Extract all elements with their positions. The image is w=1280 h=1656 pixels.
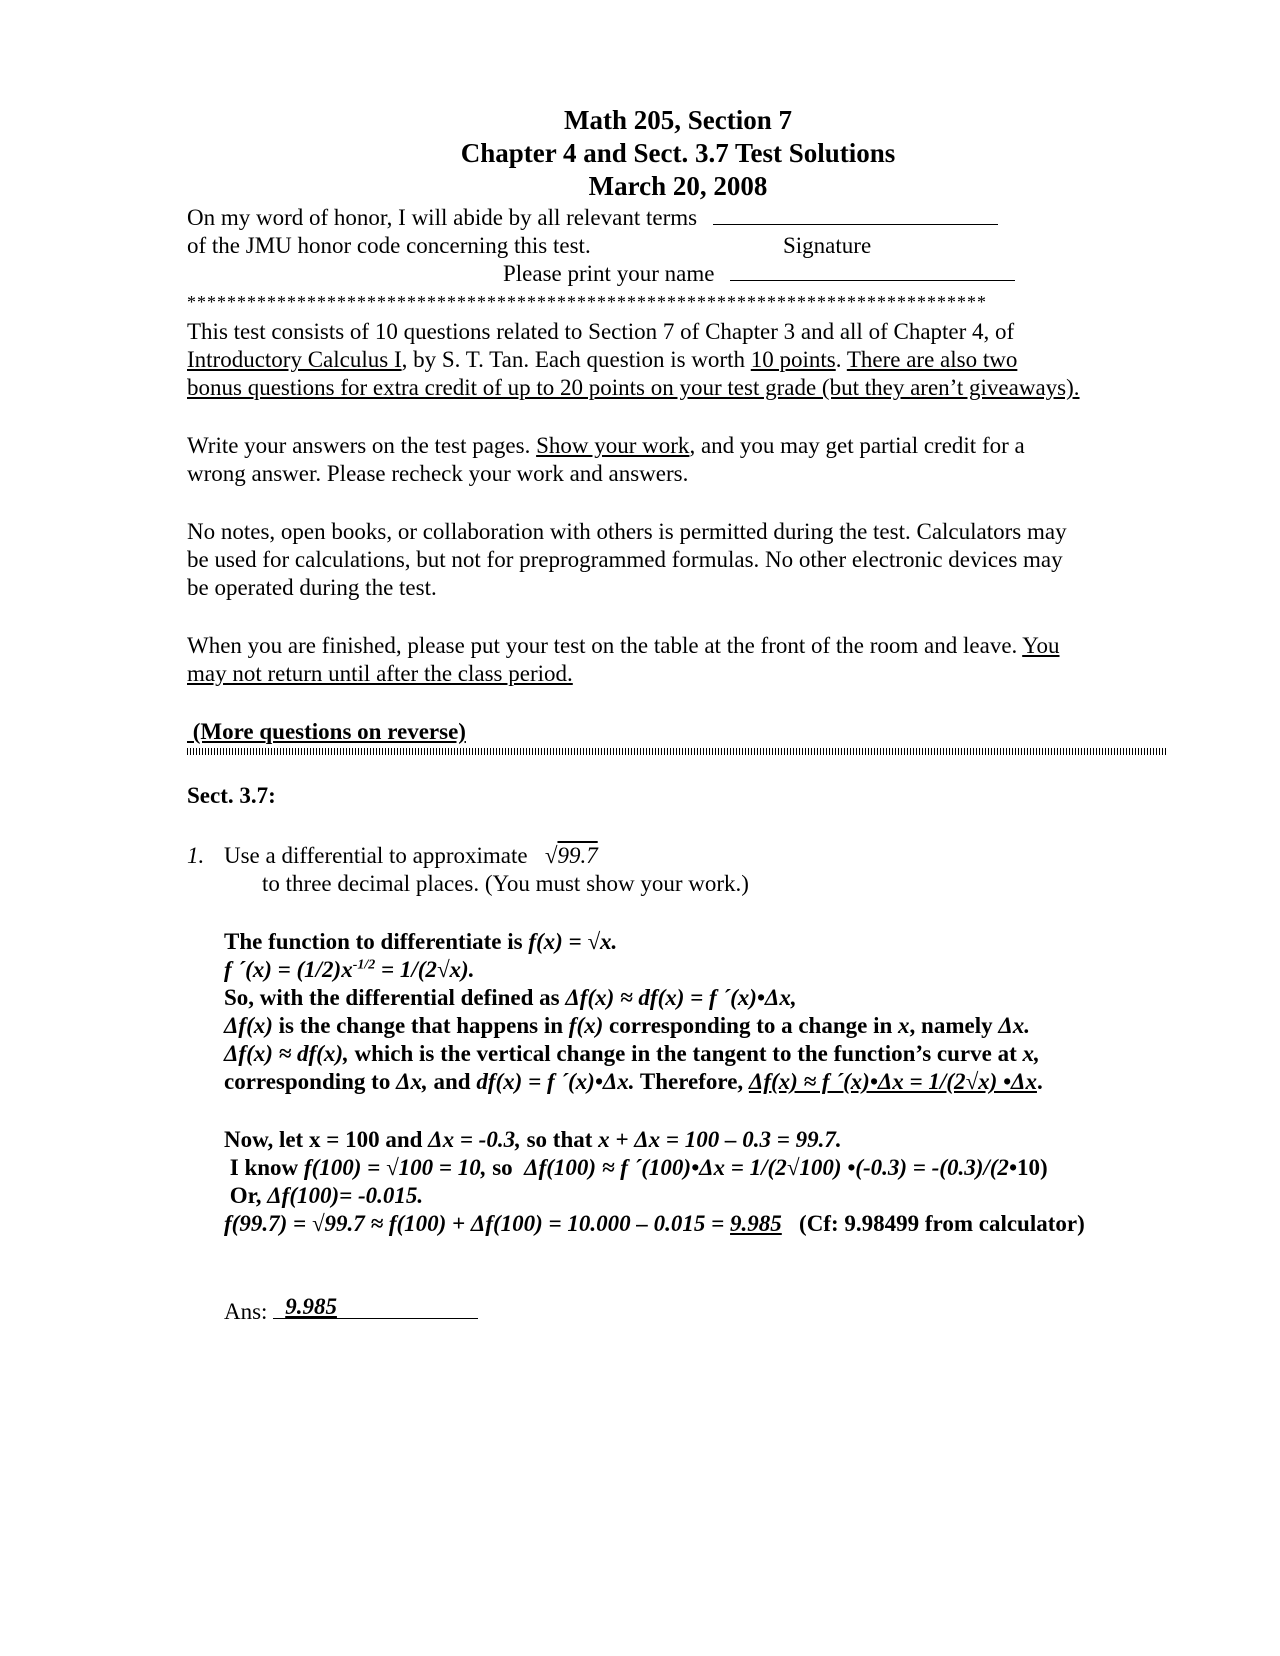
test-title: Chapter 4 and Sect. 3.7 Test Solutions [460, 138, 896, 168]
solution-line-6: corresponding to Δx, and df(x) = f ´(x)•Δx. Therefore, Δf(x) ≈ f ´(x)•Δx = 1/(2√x) •Δx. [224, 1069, 1043, 1094]
solution-line-3: So, with the differential defined as Δf(x) ≈ df(x) = f ´(x)•Δx, [224, 985, 797, 1010]
intro-p2-line1: Write your answers on the test pages. Show your work, and you may get partial credit for a [187, 433, 1025, 458]
section-heading: Sect. 3.7: [187, 783, 276, 808]
print-name-line: Please print your name [503, 260, 1015, 288]
answer-line: Ans: 9.985 [224, 1298, 478, 1326]
honor-line-2: of the JMU honor code concerning this test. [187, 233, 591, 258]
honor-line-1: On my word of honor, I will abide by all relevant terms [187, 204, 998, 232]
solution-line-10: f(99.7) = √99.7 ≈ f(100) + Δf(100) = 10.000 – 0.015 = 9.985 (Cf: 9.98499 from calculator) [224, 1211, 1085, 1236]
question-number: 1. [187, 843, 205, 868]
course-title: Math 205, Section 7 [564, 105, 792, 135]
intro-p3-line2: be used for calculations, but not for preprogrammed formulas. No other electronic devices may [187, 547, 1063, 572]
intro-p1-line3: bonus questions for extra credit of up to 20 points on your test grade (but they aren’t giveaways). [187, 375, 1080, 400]
question-text-2: to three decimal places. (You must show your work.) [262, 871, 749, 896]
solution-line-5: Δf(x) ≈ df(x), which is the vertical change in the tangent to the function’s curve at x, [224, 1041, 1040, 1066]
solution-line-2: f ´(x) = $(1/2)x^{-1/2} = 1/(2√x)$. [224, 957, 475, 982]
more-questions-note: (More questions on reverse) [187, 719, 466, 744]
intro-p1-line1: This test consists of 10 questions related to Section 7 of Chapter 3 and all of Chapter 4, of [187, 319, 1015, 344]
intro-p3-line1: No notes, open books, or collaboration with others is permitted during the test. Calculators may [187, 519, 1067, 544]
hatched-divider [187, 748, 1167, 755]
answer-blank [273, 1294, 478, 1319]
intro-p3-line3: be operated during the test. [187, 575, 437, 600]
intro-p4-line2: may not return until after the class period. [187, 661, 573, 686]
sqrt-symbol: √ [544, 843, 558, 868]
star-divider: ******************************************************************************** [187, 292, 987, 312]
solution-line-8: I know f(100) = √100 = 10, so Δf(100) ≈ f ´(100)•Δx = 1/(2√100) •(-0.3) = -(0.3)/(2•10) [224, 1155, 1048, 1180]
intro-p2-line2: wrong answer. Please recheck your work and answers. [187, 461, 689, 486]
answer-value: 9.985 [285, 1294, 337, 1319]
intro-p4-line1: When you are finished, please put your test on the table at the front of the room and leave. You [187, 633, 1060, 658]
signature-blank [713, 204, 998, 225]
solution-line-1: The function to differentiate is f(x) = √x. [224, 929, 618, 954]
intro-p1-line2: Introductory Calculus I, by S. T. Tan. Each question is worth 10 points. There are also two [187, 347, 1018, 372]
print-name-blank [730, 260, 1015, 281]
solution-line-7: Now, let x = 100 and Δx = -0.3, so that x + Δx = 100 – 0.3 = 99.7. [224, 1127, 842, 1152]
solution-line-4: Δf(x) is the change that happens in f(x) corresponding to a change in x, namely Δx. [224, 1013, 1031, 1038]
test-date: March 20, 2008 [588, 171, 768, 201]
solution-line-9: Or, Δf(100)= -0.015. [224, 1183, 424, 1208]
radicand: 99.7 [557, 843, 598, 868]
signature-label: Signature [783, 233, 872, 258]
question-text: Use a differential to approximate √99.7 [224, 843, 598, 868]
